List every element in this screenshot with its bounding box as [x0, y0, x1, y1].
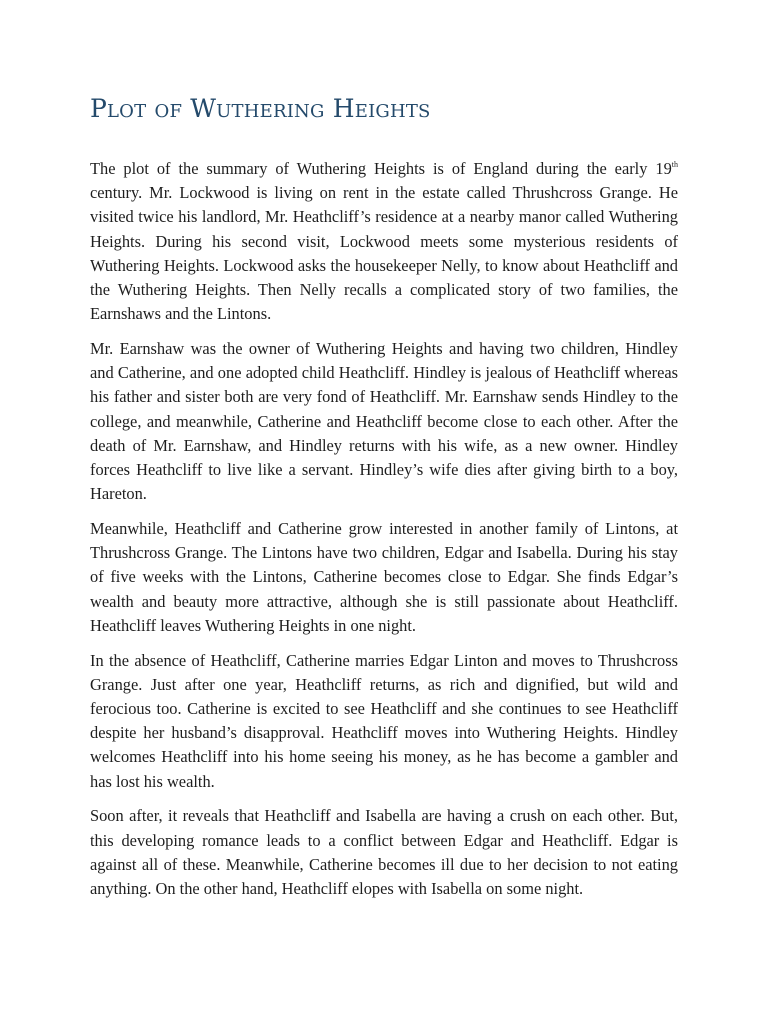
paragraph-5: Soon after, it reveals that Heathcliff and Isabella are having a crush on each other. But, this developing romance leads to a conflict between Edgar and Heathcliff. Edgar is against all of these. Meanwhile, Catherine becomes ill due to her decision to not eating anything. On the other hand, Heathcliff elopes with Isabella on some night.	[90, 806, 678, 899]
paragraph-3: Meanwhile, Heathcliff and Catherine grow interested in another family of Lintons, at Thrushcross Grange. The Lintons have two children, Edgar and Isabella. During his stay of five weeks with the Lintons, Catherine becomes close to Edgar. She finds Edgar’s wealth and beauty more attractive, although she is still passionate about Heathcliff. Heathcliff leaves Wuthering Heights in one night.	[90, 519, 678, 635]
ordinal-superscript: th	[671, 160, 678, 169]
paragraph-1	[90, 157, 678, 326]
page-title: Plot of Wuthering Heights	[90, 94, 431, 123]
paragraph-1-text-start: The plot of the summary of Wuthering Heights is of England during the early 19	[90, 159, 672, 178]
paragraph-2: Mr. Earnshaw was the owner of Wuthering Heights and having two children, Hindley and Catherine, and one adopted child Heathcliff. Hindley is jealous of Heathcliff whereas his father and sister both are very fond of Heathcliff. Mr. Earnshaw sends Hindley to the college, and meanwhile, Catherine and Heathcliff become close to each other. After the death of Mr. Earnshaw, and Hindley returns with his wife, as a new owner. Hindley forces Heathcliff to live like a servant. Hindley’s wife dies after giving birth to a boy, Hareton.	[90, 339, 678, 504]
paragraph-1-text-end: century. Mr. Lockwood is living on rent in the estate called Thrushcross Grange. He visited twice his landlord, Mr. Heathcliff’s residence at a nearby manor called Wuthering Heights. During his second visit, Lockwood meets some mysterious residents of Wuthering Heights. Lockwood asks the housekeeper Nelly, to know about Heathcliff and the Wuthering Heights. Then Nelly recalls a complicated story of two families, the Earnshaws and the Lintons.	[90, 183, 678, 324]
paragraph-4: In the absence of Heathcliff, Catherine marries Edgar Linton and moves to Thrushcross Grange. Just after one year, Heathcliff returns, as rich and dignified, but wild and ferocious too. Catherine is excited to see Heathcliff and she continues to see Heathcliff despite her husband’s disapproval. Heathcliff moves into Wuthering Heights. Hindley welcomes Heathcliff into his home seeing his money, as he has become a gambler and has lost his wealth.	[90, 650, 678, 791]
document-body	[90, 157, 678, 912]
